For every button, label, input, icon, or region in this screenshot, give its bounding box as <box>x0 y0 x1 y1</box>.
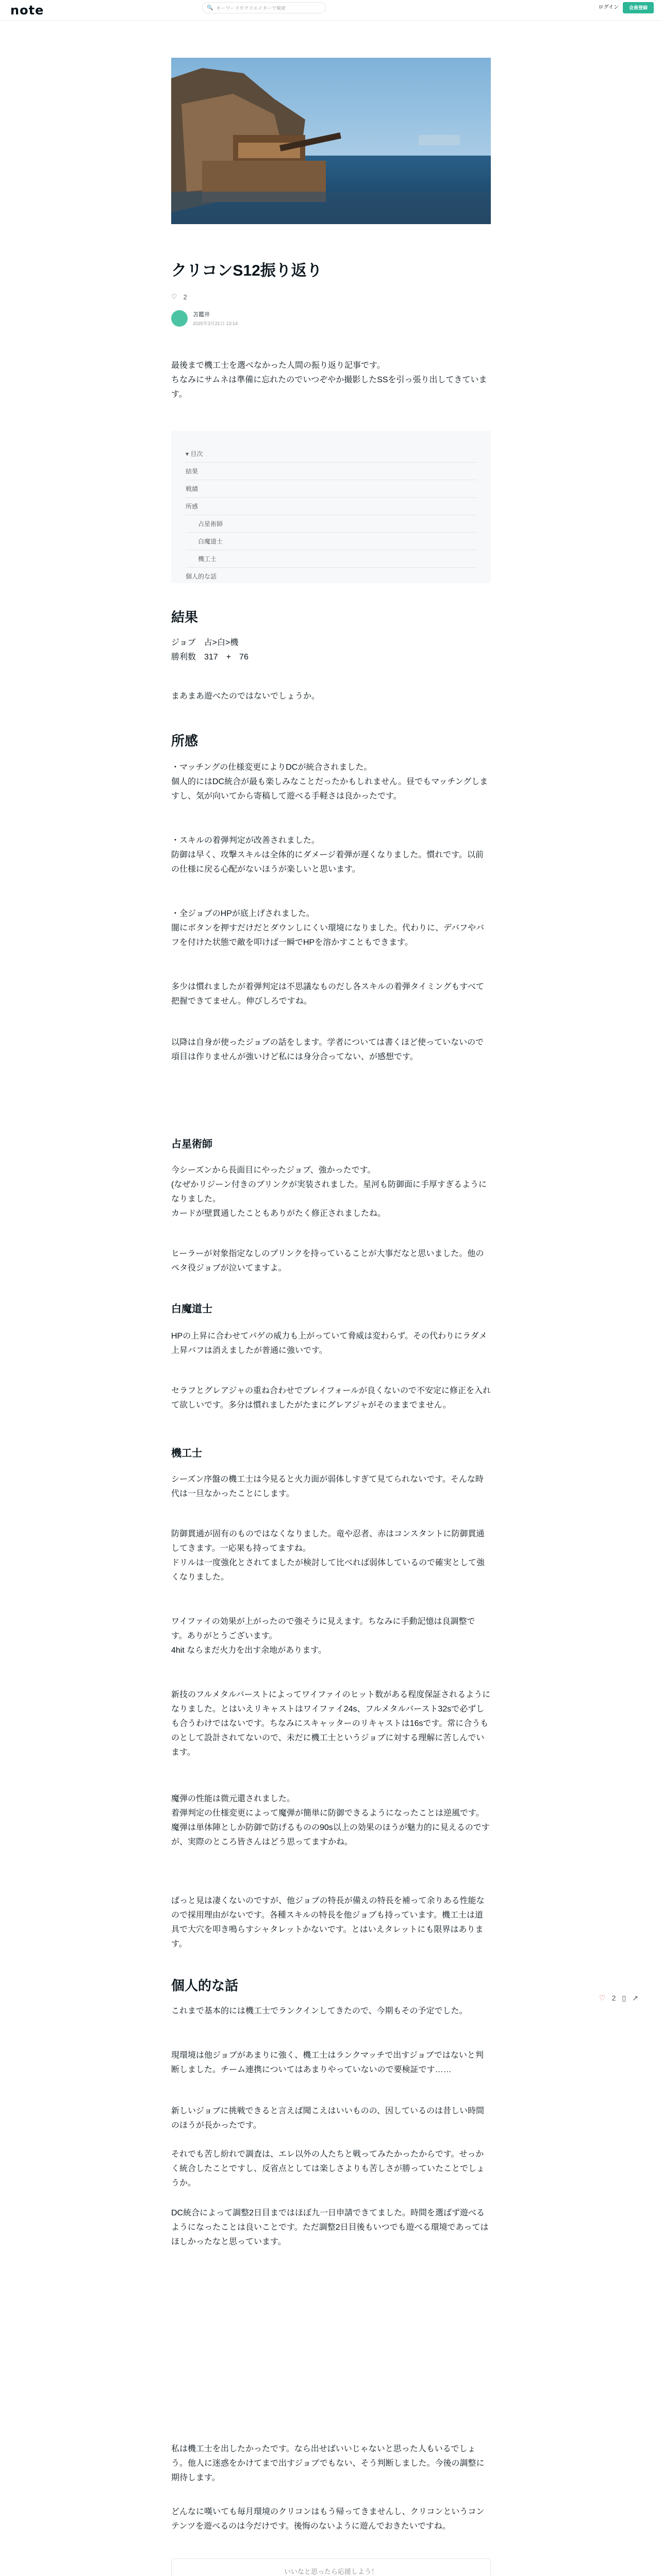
toc-item[interactable]: 機工士 <box>186 550 476 568</box>
mch-paragraph: 魔弾の性能は微元還されました。 着弾判定の仕様変更によって魔弾が簡単に防御できるようになったことは逆風です。魔弾は単体陣としか防御で防げるものの90s以上の効果のほうが魅力的に見えるのですが、実際のところ皆さんはどう思ってますかね。 <box>171 1794 490 1846</box>
section-heading-result: 結果 <box>171 609 198 625</box>
heart-icon[interactable]: ♡ <box>171 293 177 300</box>
bookmark-icon[interactable]: ▯ <box>622 1994 626 2002</box>
publish-date: 2025年3月21日 13:14 <box>193 321 238 326</box>
float-like-count: 2 <box>611 1994 616 2002</box>
like-row-top <box>171 293 491 301</box>
heading-astrologian: 占星術師 <box>171 1139 212 1150</box>
mch-paragraph: シーズン序盤の機工士は今見ると火力面が弱体しすぎて見てられないです。そんな時代は一旦なかったことにします。 <box>171 1475 484 1498</box>
support-question: いいなと思ったら応援しよう！ <box>284 2568 378 2575</box>
toc-item[interactable]: 結果 <box>186 463 476 480</box>
toc-header[interactable]: ▾ 目次 <box>186 445 476 463</box>
table-of-contents <box>171 431 491 583</box>
eyecatch-image <box>171 58 491 224</box>
impression-paragraph: ・全ジョブのHPが底上げされました。 闇にボタンを押すだけだとダウンしにくい環境になりました。代わりに、デバフやバフを付けた状態で敵を叩けば一瞬でHPを溶かすこともできます。 <box>171 909 485 947</box>
toc-item[interactable]: 白魔道士 <box>186 533 476 550</box>
toc-item[interactable]: 戦績 <box>186 480 476 498</box>
mch-paragraph: ぱっと見は凄くないのですが、他ジョブの特長が備えの特長を補って余りある性能なので採用理由がないです。各種スキルの特長を他ジョブも持っています。機工士は道具で大穴を叩き鳴らすシャタレットかないです。とはいえタレットにも限界はあります。 <box>171 1896 485 1948</box>
personal-paragraph: どんなに嘆いても毎月環境のクリコンはもう帰ってきませんし、クリコンというコンテンツを遊べるのは今だけです。後悔のないように遊んでおきたいですね。 <box>171 2507 485 2531</box>
mch-paragraph: 防御貫通が固有のものではなくなりました。竜や忍者、赤はコンスタントに防御貫通してきます。一応果も持ってますね。 ドリルは一度強化とされてましたが検討して比べれば弱体しているので確実として強くなりました。 <box>171 1530 485 1582</box>
toc-item[interactable]: 個人的な話 <box>186 573 217 580</box>
personal-paragraph: 現環境は他ジョブがあまりに強く、機工士はランクマッチで出すジョブではないと判断しました。チーム連携についてはあまりやっていないので要検証です…… <box>171 2051 484 2074</box>
section-heading-impression: 所感 <box>171 733 198 749</box>
mch-paragraph: 新技のフルメタルバーストによってワイファイのヒット数がある程度保証されるようになりました。とはいえリキャストはワイファイ24s、フルメタルバースト32sで必ずしも合うわけではないです。ちなみにスキャッターのリキャストは16sです。常に合うものとして設計されてないので、未だに機工士というジョブに対する理解に苦しんでいます。 <box>171 1690 491 1757</box>
signup-button[interactable]: 会員登録 <box>623 2 654 13</box>
whm-paragraph: セラフとグレアジャの重ね合わせでブレイフォールが良くないので不安定に修正を入れて欲しいです。多分は慣れましたがたまにグレアジャがそのままでません。 <box>171 1386 491 1410</box>
section-heading-personal: 個人的な話 <box>171 1978 239 1993</box>
toc-item[interactable]: 所感 <box>186 498 476 515</box>
search-placeholder: キーワードやクリエイターで検索 <box>216 5 286 11</box>
floating-actions <box>599 1994 638 2003</box>
whm-paragraph: HPの上昇に合わせてパゲの威力も上がっていて脅威は変わらず。その代わりにラダメ上昇バフは消えましたが普通に強いです。 <box>171 1332 487 1355</box>
search-icon: 🔍 <box>207 5 213 11</box>
impression-paragraph: ・マッチングの仕様変更によりDCが統合されました。 個人的にはDC統合が最も楽しみなことだったかもしれません。昼でもマッチングしますし、気が向いてから寄稿して遊べる手軽さは良かったです。 <box>171 763 488 801</box>
result-comment: まあまあ遊べたのではないでしょうか。 <box>171 692 320 701</box>
ast-paragraph: ヒーラーが対象指定なしのブリンクを持っていることが大事だなと思いました。他のペタ役ジョブが泣いてますよ。 <box>171 1249 484 1273</box>
impression-paragraph: 以降は自身が使ったジョブの話をします。学者については書くほど使っていないので項目は作りませんが強いけど私には身分合ってない、が感想です。 <box>171 1038 484 1061</box>
personal-paragraph: 私は機工士を出したかったです。なら出せばいいじゃないと思った人もいるでしょう。他人に迷惑をかけてまで出すジョブでもない、そう判断しました。今後の調整に期待します。 <box>171 2445 485 2482</box>
support-box <box>171 2558 491 2576</box>
heading-machinist: 機工士 <box>171 1448 202 1459</box>
heart-icon[interactable]: ♡ <box>599 1994 606 2002</box>
article-title: クリコンS12振り返り <box>171 262 322 279</box>
search-input[interactable] <box>202 2 326 13</box>
avatar[interactable] <box>171 310 188 327</box>
author-row <box>171 310 491 327</box>
personal-paragraph: それでも苦し紛れで調査は、エレ以外の人たちと戦ってみたかったからです。せっかく統合したことですし、反省点としては楽しさよりも苦しさが勝っていたことでしょうか。 <box>171 2150 485 2188</box>
site-header <box>0 0 662 21</box>
personal-paragraph: DC統合によって調整2日目まではほぼ九一日申請できてました。時間を選ばず遊べるようになったことは良いことです。ただ調整2日目後もいつでも遊べる環境であってはほしかったなと思っています。 <box>171 2209 489 2246</box>
share-icon[interactable]: ↗ <box>632 1994 638 2002</box>
author-name[interactable]: 苫鑑井 <box>193 312 210 318</box>
personal-paragraph: これまで基本的には機工士でランクインしてきたので、今期もその予定でした。 <box>171 2007 468 2015</box>
impression-paragraph: 多少は慣れましたが着弾判定は不思議なものだし各スキルの着弾タイミングもすべて把握できてません。伸びしろですね。 <box>171 982 484 1006</box>
ast-paragraph: 今シーズンから長面目にやったジョブ、強かったです。 (なぜかリジーン付きのブリンクが実装されました。星河も防御面に手厚すぎるようになりました。 カードが壁貫通したこともありがたく修正されましたね。 <box>171 1166 487 1218</box>
intro-paragraph: 最後まで機工士を選べなかった人間の振り返り記事です。 ちなみにサムネは準備に忘れたのでいつぞやか撮影したSSを引っ張り出してきています。 <box>171 361 487 399</box>
mch-paragraph: ワイファイの効果が上がったので強そうに見えます。ちなみに手動記憶は良調整です。ありがとうございます。 4hit ならまだ火力を出す余地があります。 <box>171 1617 475 1655</box>
heading-white-mage: 白魔道士 <box>171 1303 212 1315</box>
login-link[interactable]: ログイン <box>598 5 619 10</box>
toc-item[interactable]: 占星術師 <box>186 515 476 533</box>
personal-paragraph: 新しいジョブに挑戦できると言えば聞こえはいいものの、因しているのは昔しい時間のほうが長かったです。 <box>171 2107 485 2130</box>
impression-paragraph: ・スキルの着弾判定が改善されました。 防御は早く、攻撃スキルは全体的にダメージ着弾が遅くなりました。慣れです。以前の仕様に戻る心配がないほうが楽しいと思います。 <box>171 836 484 874</box>
note-logo[interactable]: note <box>10 3 44 18</box>
result-block: ジョブ 占>白>機 勝利数 317 + 76 <box>171 638 249 662</box>
like-count: 2 <box>183 293 187 301</box>
